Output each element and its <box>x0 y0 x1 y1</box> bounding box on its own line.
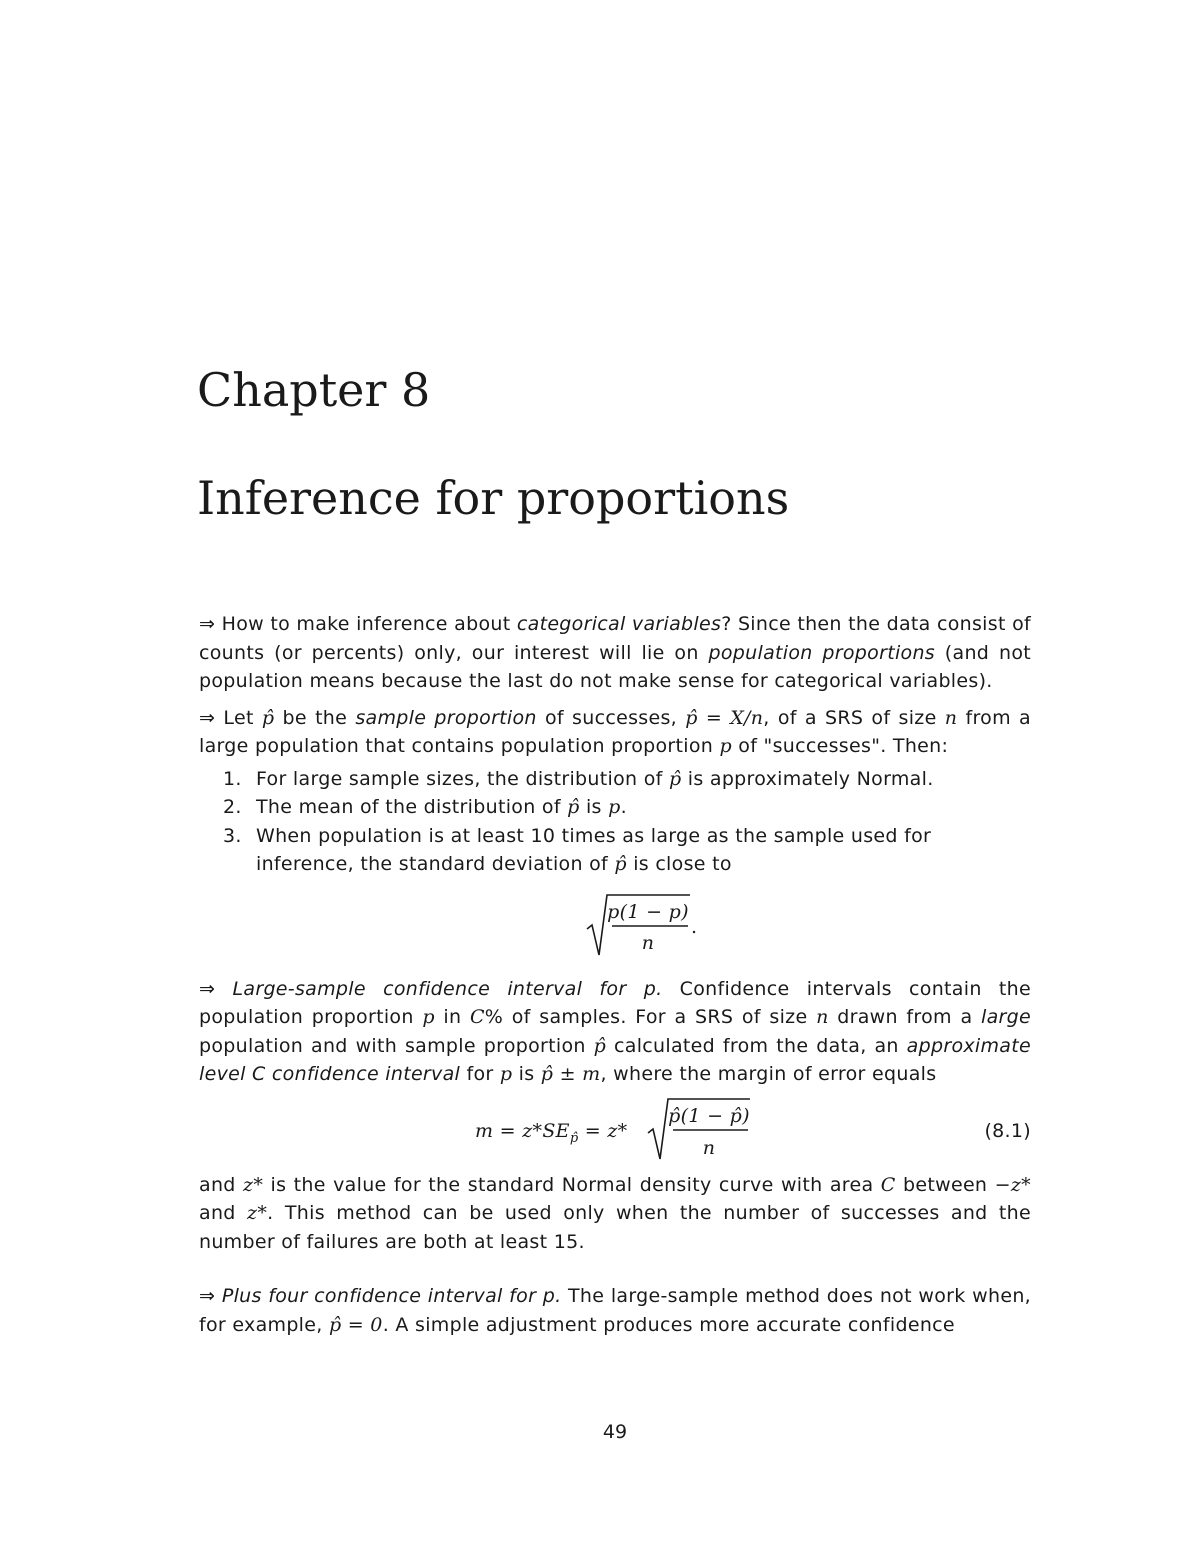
equation-number: (8.1) <box>984 1119 1031 1142</box>
emphasis: categorical variables <box>516 613 722 635</box>
math: p <box>719 735 732 757</box>
text: and <box>199 1202 248 1224</box>
sd-formula <box>199 879 1031 975</box>
paragraph-categorical <box>199 610 1031 696</box>
list-number: 1. <box>223 767 242 790</box>
list-item <box>199 765 1031 794</box>
text: Let <box>215 706 262 729</box>
math: = z* <box>578 1119 628 1142</box>
text: is <box>512 1063 541 1085</box>
math: −z* <box>994 1173 1031 1196</box>
margin-of-error-equation <box>199 1097 1031 1171</box>
math: n <box>944 706 958 729</box>
math: p̂ ± m <box>540 1063 601 1085</box>
math-subscript: p̂ <box>569 1130 579 1146</box>
text: When population is at least 10 times as large as the sample used for inference, the standard deviation of <box>256 824 932 875</box>
text: . A simple adjustment produces more accurate confidence <box>382 1313 955 1336</box>
list-item <box>199 822 1031 879</box>
text: is the value for the standard Normal density curve with area <box>263 1173 881 1196</box>
text: of "successes". Then: <box>731 735 949 757</box>
math: p <box>422 1006 435 1028</box>
math: p̂ <box>668 767 682 790</box>
formula-numerator: p(1 − p) <box>607 900 689 923</box>
math: C <box>880 1173 896 1196</box>
emphasis: sample proportion <box>355 706 537 729</box>
text: % of samples. For a SRS of size <box>484 1006 817 1028</box>
text: and <box>199 1173 244 1196</box>
text: in <box>434 1006 470 1028</box>
text: is approximately Normal. <box>681 767 934 790</box>
emphasis: approximate level C confidence interval <box>199 1034 1031 1085</box>
paragraph-large-sample-ci <box>199 975 1031 1089</box>
equation-lhs <box>475 1117 627 1153</box>
text: of successes, <box>536 706 686 729</box>
sqrt-fraction <box>646 1097 756 1167</box>
arrow-icon: ⇒ <box>199 1285 216 1307</box>
list-number: 2. <box>223 796 242 818</box>
emphasis: population proportions <box>708 641 935 664</box>
section-heading: Plus four confidence interval for p. <box>221 1285 562 1307</box>
paragraph-sample-proportion <box>199 704 1031 761</box>
emphasis: large <box>981 1006 1031 1028</box>
text: for <box>460 1063 500 1085</box>
arrow-icon: ⇒ <box>199 977 216 1000</box>
text: calculated from the data, an <box>606 1034 907 1057</box>
text: For large sample sizes, the distribution of <box>256 767 669 790</box>
body-text <box>199 610 1031 1339</box>
text: . <box>620 796 627 818</box>
list-number: 3. <box>223 824 242 847</box>
text: The mean of the distribution of <box>256 796 568 818</box>
math: p̂ <box>261 706 275 729</box>
math: p̂ = 0 <box>328 1313 383 1336</box>
paragraph-z-star <box>199 1171 1031 1257</box>
math: m = z*SE <box>475 1119 570 1142</box>
text: from a large population that contains population proportion <box>199 706 1031 757</box>
text: The large-sample method does not work when, for example, <box>199 1285 1032 1336</box>
text: be the <box>274 706 356 729</box>
math: p̂ <box>567 796 580 818</box>
text: . This method can be used only when the number of successes and the number of failures are both at least 15. <box>199 1202 1031 1253</box>
text: How to make inference about <box>215 613 517 635</box>
formula-period: . <box>691 915 698 938</box>
math: z* <box>243 1173 264 1196</box>
math: p̂ <box>593 1034 607 1057</box>
paragraph-plus-four <box>199 1282 1031 1339</box>
formula-denominator: n <box>641 931 655 954</box>
math: p <box>608 796 621 818</box>
chapter-label: Chapter 8 <box>197 363 431 417</box>
math: C <box>469 1006 485 1028</box>
math: p̂ = X/n <box>685 706 764 729</box>
arrow-icon: ⇒ <box>199 706 216 729</box>
text: , where the margin of error equals <box>600 1063 937 1085</box>
text: drawn from a <box>828 1006 982 1028</box>
chapter-title: Inference for proportions <box>197 471 790 525</box>
math: z* <box>247 1202 268 1224</box>
arrow-icon: ⇒ <box>199 613 216 635</box>
formula-denominator: n <box>702 1136 716 1159</box>
text: population and with sample proportion <box>199 1034 594 1057</box>
math: n <box>816 1006 829 1028</box>
text: is <box>579 796 609 818</box>
property-list <box>199 765 1031 879</box>
list-item <box>199 793 1031 822</box>
text: ? Since then the data consist of counts (or percents) only, our interest will lie on <box>199 613 1032 664</box>
math: p <box>499 1063 513 1085</box>
text: Confidence intervals contain the population proportion <box>199 977 1032 1028</box>
page-number: 49 <box>602 1421 628 1443</box>
section-heading: Large-sample confidence interval for p. <box>232 977 663 1000</box>
text: is close to <box>626 853 732 875</box>
text: , of a SRS of size <box>763 706 945 729</box>
text: (and not population means because the last do not make sense for categorical variables). <box>199 641 1031 692</box>
text: between <box>895 1173 995 1196</box>
sqrt-fraction <box>585 893 705 959</box>
formula-numerator: p̂(1 − p̂) <box>668 1104 750 1127</box>
math: p̂ <box>614 853 627 875</box>
